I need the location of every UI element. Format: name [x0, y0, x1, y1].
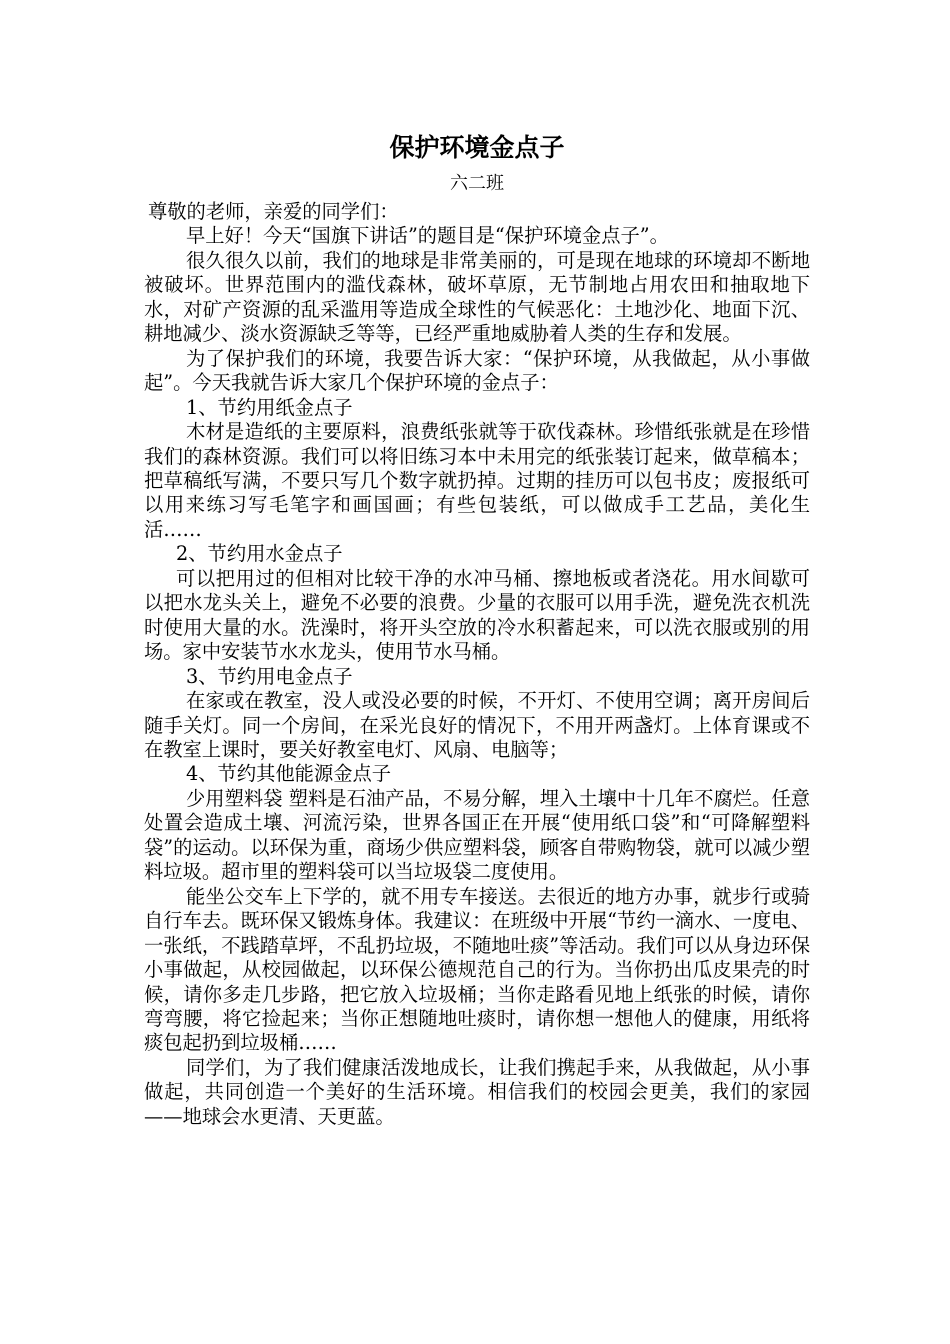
paragraph-background: 很久很久以前，我们的地球是非常美丽的，可是现在地球的环境却不断地被破坏。世界范围内的滥伐森林，破坏草原，无节制地占用农田和抽取地下水，对矿产资源的乱采滥用等造成全球性的气候恶化：土地沙化、地面下沉、耕地减少、淡水资源缺乏等等，已经严重地威胁着人类的生存和发展。 — [144, 248, 810, 346]
document-title: 保护环境金点子 — [389, 133, 565, 162]
paragraph-plastic-bags: 少用塑料袋 塑料是石油产品，不易分解，埋入土壤中十几年不腐烂。任意处置会造成土壤、河流污染，世界各国正在开展“使用纸口袋”和“可降解塑料袋”的运动。以环保为重，商场少供应塑料袋，顾客自带购物袋，就可以减少塑料垃圾。超市里的塑料袋可以当垃圾袋二度使用。 — [144, 786, 810, 884]
section-heading-water: 2、节约用水金点子 — [176, 542, 343, 566]
paragraph-water: 可以把用过的但相对比较干净的水冲马桶、擦地板或者浇花。用水间歇可以把水龙头关上，避免不必要的浪费。少量的衣服可以用手洗，避免洗衣机洗时使用大量的水。洗澡时，将开头空放的冷水积蓄起来，可以洗衣服或别的用场。家中安装节水水龙头，使用节水马桶。 — [144, 566, 810, 664]
paragraph-electricity: 在家或在教室，没人或没必要的时候，不开灯、不使用空调；离开房间后随手关灯。同一个房间，在采光良好的情况下，不用开两盏灯。上体育课或不在教室上课时，要关好教室电灯、风扇、电脑等； — [144, 689, 810, 761]
paragraph-transport: 能坐公交车上下学的，就不用专车接送。去很近的地方办事，就步行或骑自行车去。既环保又锻炼身体。我建议：在班级中开展“节约一滴水、一度电、一张纸，不践踏草坪，不乱扔垃圾，不随地吐痰”等活动。我们可以从身边环保小事做起，从校园做起，以环保公德规范自己的行为。当你扔出瓜皮果壳的时候，请你多走几步路，把它放入垃圾桶；当你走路看见地上纸张的时候，请你弯弯腰，将它捡起来；当你正想随地吐痰时，请你想一想他人的健康，用纸将痰包起扔到垃圾桶…… — [144, 884, 810, 1055]
paragraph-purpose: 为了保护我们的环境，我要告诉大家：“保护环境，从我做起，从小事做起”。今天我就告诉大家几个保护环境的金点子： — [144, 346, 810, 395]
document-author: 六二班 — [450, 173, 504, 194]
section-heading-paper: 1、节约用纸金点子 — [186, 395, 353, 419]
paragraph-paper: 木材是造纸的主要原料，浪费纸张就等于砍伐森林。珍惜纸张就是在珍惜我们的森林资源。我们可以将旧练习本中未用完的纸张装订起来，做草稿本；把草稿纸写满，不要只写几个数字就扔掉。过期的挂历可以包书皮；废报纸可以用来练习写毛笔字和画国画；有些包装纸，可以做成手工艺品，美化生活…… — [144, 420, 810, 541]
paragraph-conclusion: 同学们，为了我们健康活泼地成长，让我们携起手来，从我做起，从小事做起，共同创造一个美好的生活环境。相信我们的校园会更美，我们的家园——地球会水更清、天更蓝。 — [144, 1055, 810, 1128]
document-page — [144, 128, 810, 1129]
paragraph-intro: 早上好！今天“国旗下讲话”的题目是“保护环境金点子”。 — [186, 224, 669, 248]
paragraph-greeting: 尊敬的老师，亲爱的同学们： — [148, 200, 399, 223]
section-heading-electricity: 3、节约用电金点子 — [186, 664, 353, 688]
section-heading-other-energy: 4、节约其他能源金点子 — [186, 762, 392, 786]
